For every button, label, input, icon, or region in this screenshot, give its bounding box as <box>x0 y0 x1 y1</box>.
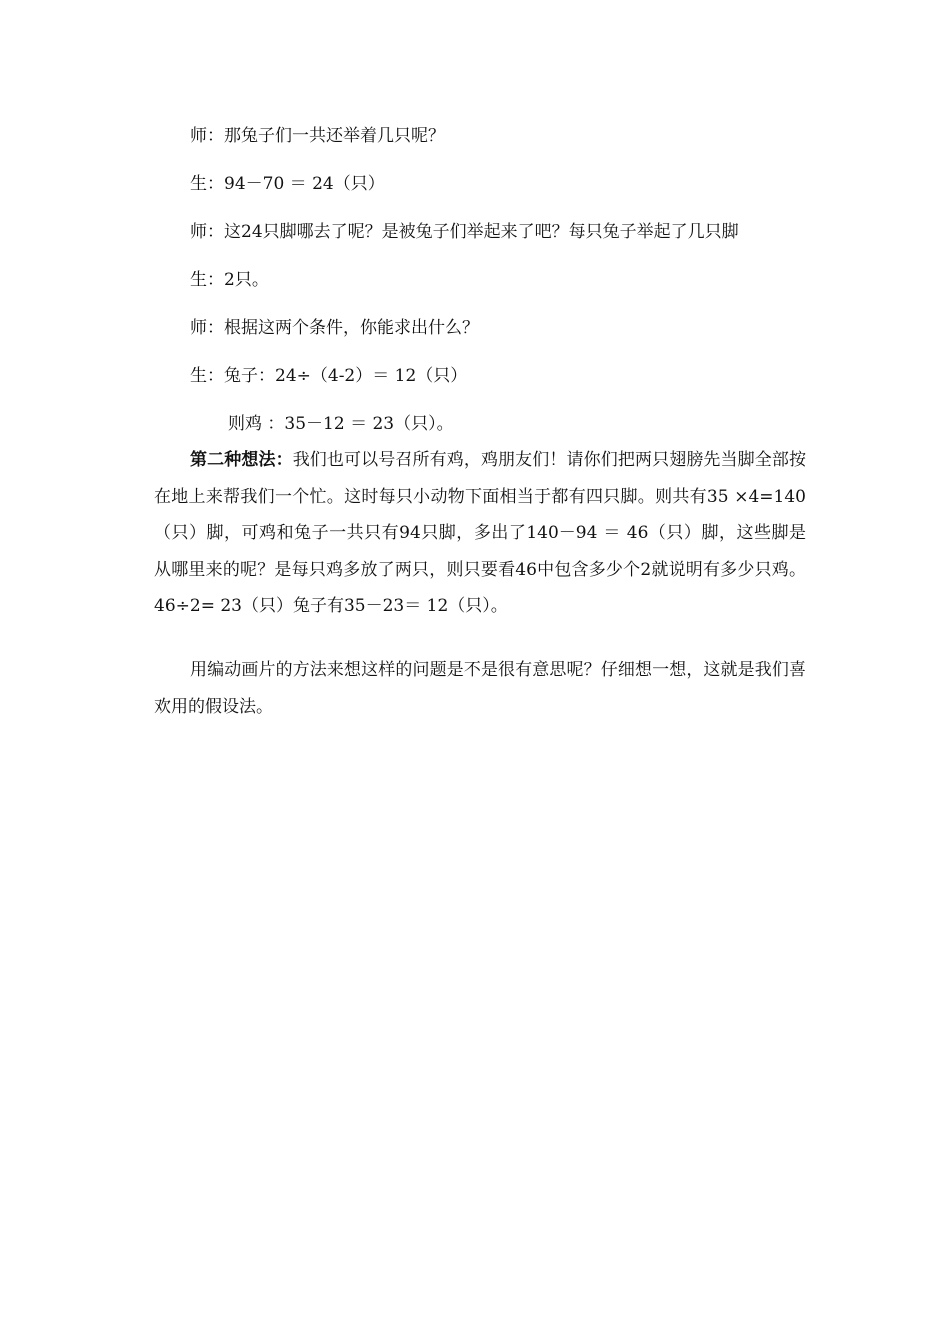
method-two-body: 我们也可以号召所有鸡，鸡朋友们！请你们把两只翅膀先当脚全部按在地上来帮我们一个忙。这时每只小动物下面相当于都有四只脚。则共有35 ×4=140（只）脚，可鸡和兔子一共只有94只脚，多出了140－94 ＝ 46（只）脚，这些脚是从哪里来的呢？是每只鸡多放了两只，则只要看46中包含多少个2就说明有多少只鸡。46÷2= 23（只）兔子有35－23＝ 12（只）。 <box>154 450 807 616</box>
dialogue-line-chicken-result: 则鸡 ：35－12 ＝ 23（只）。 <box>228 414 454 434</box>
dialogue-line-teacher-question: 师：根据这两个条件，你能求出什么？ <box>190 318 479 338</box>
dialogue-line-teacher-question: 师：这24只脚哪去了呢？是被兔子们举起来了吧？每只兔子举起了几只脚 <box>190 222 739 242</box>
closing-paragraph: 用编动画片的方法来想这样的问题是不是很有意思呢？仔细想一想，这就是我们喜欢用的假设法。 <box>154 660 806 717</box>
method-two-paragraph <box>154 442 806 625</box>
method-two-heading: 第二种想法： <box>190 450 293 470</box>
dialogue-line-student-answer: 生：94－70 ＝ 24（只） <box>190 174 385 194</box>
dialogue-line-student-answer: 生：2只。 <box>190 270 269 290</box>
dialogue-line-teacher-question: 师：那兔子们一共还举着几只呢？ <box>190 126 445 146</box>
dialogue-line-student-answer: 生：兔子：24÷（4-2）＝ 12（只） <box>190 366 468 386</box>
